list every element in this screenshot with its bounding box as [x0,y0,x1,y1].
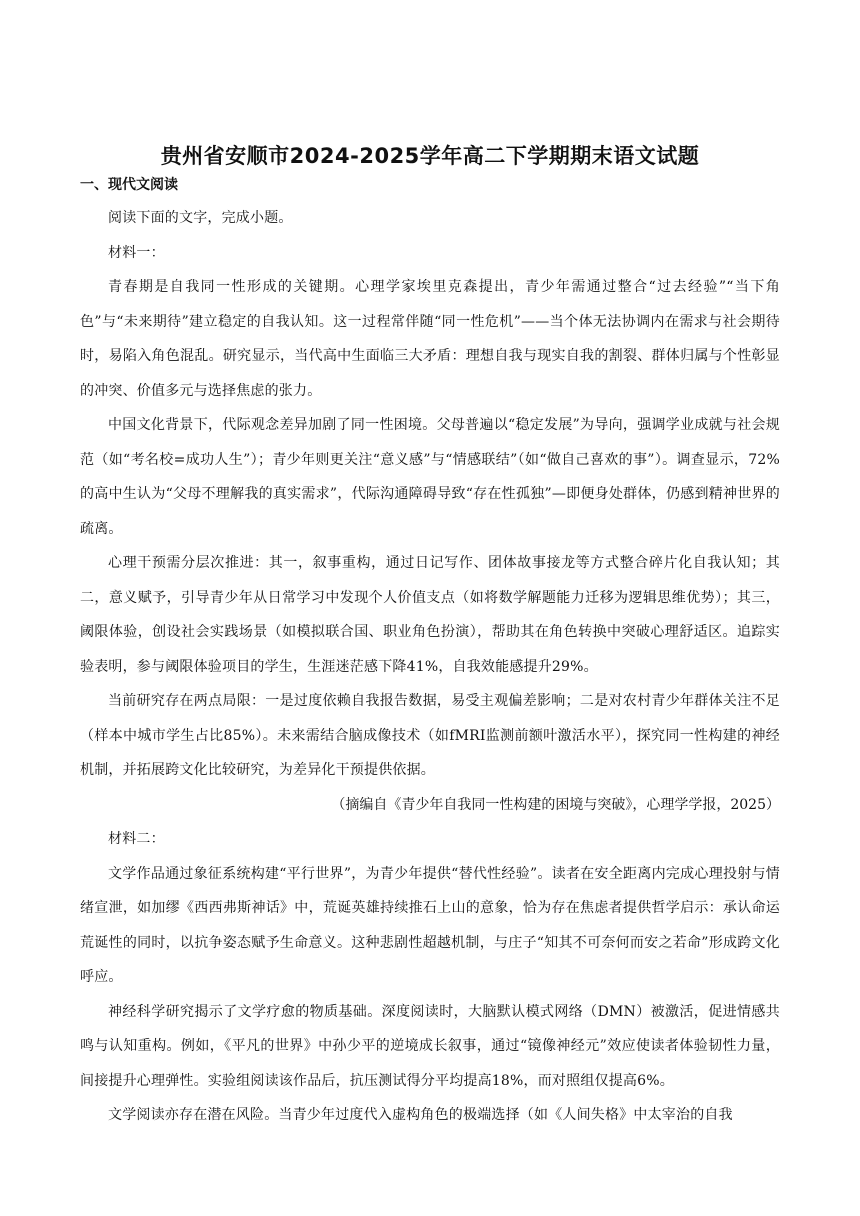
document-body [80,201,780,1133]
material2-label: 材料二： [108,831,165,847]
material2-paragraph: 文学阅读亦存在潜在风险。当青少年过度代入虚构角色的极端选择（如《人间失格》中太宰治的自我 [108,1107,733,1123]
material1-source: （摘编自《青少年自我同一性构建的困境与突破》，心理学学报，2025） [331,796,780,813]
instruction-text: 阅读下面的文字，完成小题。 [108,210,293,226]
section-heading: 一、现代文阅读 [80,177,178,193]
material1-paragraph: 青春期是自我同一性形成的关键期。心理学家埃里克森提出，青少年需通过整合“过去经验”“当下角色”与“未来期待”建立稳定的自我认知。这一过程常伴随“同一性危机”——当个体无法协调内在需求与社会期待时，易陷入角色混乱。研究显示，当代高中生面临三大矛盾：理想自我与现实自我的割裂、群体归属与个性彰显的冲突、价值多元与选择焦虑的张力。 [80,279,780,399]
material1-paragraph: 当前研究存在两点局限：一是过度依赖自我报告数据，易受主观偏差影响；二是对农村青少年群体关注不足（样本中城市学生占比85%）。未来需结合脑成像技术（如fMRI监测前额叶激活水平），探究同一性构建的神经机制，并拓展跨文化比较研究，为差异化干预提供依据。 [80,693,780,778]
material1-label: 材料一： [108,244,165,261]
material2-paragraph: 文学作品通过象征系统构建“平行世界”，为青少年提供“替代性经验”。读者在安全距离内完成心理投射与情绪宣泄，如加缪《西西弗斯神话》中，荒诞英雄持续推石上山的意象，恰为存在焦虑者提供哲学启示：承认命运荒诞性的同时，以抗争姿态赋予生命意义。这种悲剧性超越机制，与庄子“知其不可奈何而安之若命”形成跨文化呼应。 [80,865,780,985]
material1-paragraph: 心理干预需分层次推进：其一，叙事重构，通过日记写作、团体故事接龙等方式整合碎片化自我认知；其二，意义赋予，引导青少年从日常学习中发现个人价值支点（如将数学解题能力迁移为逻辑思维优势）；其三，阈限体验，创设社会实践场景（如模拟联合国、职业角色扮演），帮助其在角色转换中突破心理舒适区。追踪实验表明，参与阈限体验项目的学生，生涯迷茫感下降41%，自我效能感提升29%。 [80,555,780,675]
page-title: 贵州省安顺市2024-2025学年高二下学期期末语文试题 [160,144,700,168]
material1-paragraph: 中国文化背景下，代际观念差异加剧了同一性困境。父母普遍以“稳定发展”为导向，强调学业成就与社会规范（如“考名校=成功人生”）；青少年则更关注“意义感”与“情感联结”（如“做自己喜欢的事”）。调查显示，72%的高中生认为“父母不理解我的真实需求”，代际沟通障碍导致“存在性孤独”—即便身处群体，仍感到精神世界的疏离。 [80,417,780,537]
material2-paragraph: 神经科学研究揭示了文学疗愈的物质基础。深度阅读时，大脑默认模式网络（DMN）被激活，促进情感共鸣与认知重构。例如，《平凡的世界》中孙少平的逆境成长叙事，通过“镜像神经元”效应使读者体验韧性力量，间接提升心理弹性。实验组阅读该作品后，抗压测试得分平均提高18%，而对照组仅提高6%。 [80,1003,780,1089]
